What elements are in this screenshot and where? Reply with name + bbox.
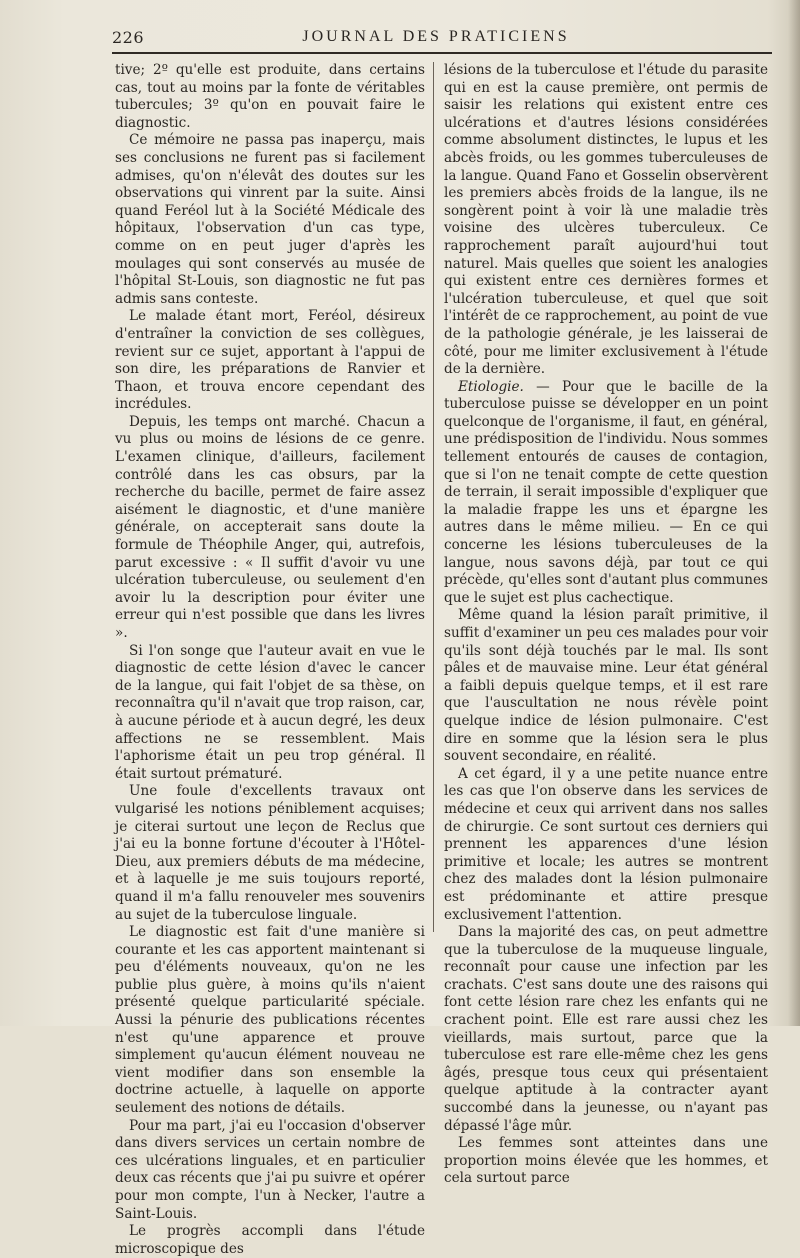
paragraph: Les femmes sont atteintes dans une proportion moins élevée que les hommes, et cela surtout parce bbox=[444, 1135, 768, 1187]
paragraph: Dans la majorité des cas, on peut admettre que la tuberculose de la muqueuse linguale, reconnaît pour cause une infection par les crachats. C'est sans doute une des raisons qui font cette lésion rare chez les enfants qui ne crachent point. Elle est rare aussi chez les vieillards, mais surtout, parce que la tuberculose est rare elle-même chez les gens âgés, presque tous ceux qui présentaient quelque aptitude à la contracter ayant succombé dans la jeunesse, ou n'ayant pas dépassé l'âge mûr. bbox=[444, 924, 768, 1134]
right-column bbox=[444, 62, 768, 1188]
paragraph-etiologie bbox=[444, 379, 768, 608]
section-label: Etiologie. bbox=[458, 378, 524, 395]
paragraph-text: — Pour que le bacille de la tuberculose puisse se développer en un point quelconque de l'organisme, il faut, en général, une prédisposition de l'individu. Nous sommes tellement entourés de causes de contagion, que si l'on ne tenait compte de cette question de terrain, il serait impossible d'expliquer que la maladie frappe les uns et épargne les autres dans le même milieu. — En ce qui concerne les lésions tuberculeuses de la langue, nous savons déjà, par tout ce qui précède, qu'elles sont d'autant plus communes que le sujet est plus cachectique. bbox=[444, 378, 768, 606]
paragraph: Une foule d'excellents travaux ont vulgarisé les notions péniblement acquises; je citerai surtout une leçon de Reclus que j'ai eu la bonne fortune d'écouter à l'Hôtel-Dieu, aux premiers débuts de ma médecine, et à laquelle je me suis toujours reporté, quand il m'a fallu renouveler mes souvenirs au sujet de la tuberculose linguale. bbox=[115, 783, 425, 923]
header-rule bbox=[112, 52, 772, 54]
paragraph: lésions de la tuberculose et l'étude du parasite qui en est la cause première, ont permis de saisir les relations qui existent entre ces ulcérations et d'autres lésions considérées comme absolument distinctes, le lupus et les abcès froids, ou les gommes tuberculeuses de la langue. Quand Fano et Gosselin observèrent les premiers abcès froids de la langue, ils ne songèrent point à voir là une maladie très voisine des ulcères tuberculeux. Ce rapprochement paraît aujourd'hui tout naturel. Mais quelles que soient les analogies qui existent entre ces dernières formes et l'ulcération tuberculeuse, et quel que soit l'intérêt de ce rapprochement, au point de vue de la pathologie générale, je les laisserai de côté, pour me limiter exclusivement à l'étude de la dernière. bbox=[444, 62, 768, 378]
column-divider bbox=[433, 62, 434, 932]
paragraph: Le diagnostic est fait d'une manière si courante et les cas apportent maintenant si peu d'éléments nouveaux, qu'on ne les publie plus guère, à moins qu'ils n'aient présenté quelque particularité spéciale. Aussi la pénurie des publications récentes n'est qu'une apparence et prouve simplement qu'aucun élément nouveau ne vient modifier dans son ensemble la doctrine actuelle, à laquelle on apporte seulement des notions de détails. bbox=[115, 924, 425, 1117]
paragraph: A cet égard, il y a une petite nuance entre les cas que l'on observe dans les services de médecine et ceux qui arrivent dans nos salles de chirurgie. Ce sont surtout ces derniers qui prennent les apparences d'une lésion primitive et locale; les autres se montrent chez des malades dont la lésion pulmonaire est prédominante et attire presque exclusivement l'attention. bbox=[444, 765, 768, 923]
paragraph: Pour ma part, j'ai eu l'occasion d'observer dans divers services un certain nombre de ces ulcérations linguales, et en particulier deux cas récents que j'ai pu suivre et opérer pour mon compte, l'un à Necker, l'autre a Saint-Louis. bbox=[115, 1117, 425, 1222]
page-edge-shadow bbox=[788, 0, 800, 1026]
paragraph: tive; 2º qu'elle est produite, dans certains cas, tout au moins par la fonte de véritables tubercules; 3º qu'on en pouvait faire le diagnostic. bbox=[115, 62, 425, 131]
paragraph: Même quand la lésion paraît primitive, il suffit d'examiner un peu ces malades pour voir qu'ils sont déjà touchés par le mal. Ils sont pâles et de mauvaise mine. Leur état général a faibli depuis quelque temps, et il est rare que l'auscultation ne nous révèle point quelque indice de lésion pulmonaire. C'est dire en somme que la lésion sera le plus souvent secondaire, en réalité. bbox=[444, 607, 768, 765]
paragraph: Si l'on songe que l'auteur avait en vue le diagnostic de cette lésion d'avec le cancer de la langue, qui fait l'objet de sa thèse, on reconnaîtra qu'il n'avait que trop raison, car, à aucune période et à aucun degré, les deux affections ne se ressemblent. Mais l'aphorisme était un peu trop général. Il était surtout prématuré. bbox=[115, 642, 425, 782]
page-header bbox=[112, 22, 760, 52]
paragraph: Le malade étant mort, Feréol, désireux d'entraîner la conviction de ses collègues, revient sur ce sujet, apportant à l'appui de son dire, les préparations de Ranvier et Thaon, et trouva encore cependant des incrédules. bbox=[115, 308, 425, 413]
paragraph: Depuis, les temps ont marché. Chacun a vu plus ou moins de lésions de ce genre. L'examen clinique, d'ailleurs, facilement contrôlé dans les cas obsurs, par la recherche du bacille, permet de faire assez aisément le diagnostic, et d'une manière générale, on accepterait sans doute la formule de Théophile Anger, qui, autrefois, parut excessive : « Il suffit d'avoir vu une ulcération tuberculeuse, ou seulement d'en avoir lu la description pour éviter une erreur qui n'est possible que dans les livres ». bbox=[115, 413, 425, 641]
running-title: JOURNAL DES PRATICIENS bbox=[302, 28, 570, 45]
page-number: 226 bbox=[112, 28, 145, 47]
paragraph: Le progrès accompli dans l'étude microscopique des bbox=[115, 1223, 425, 1257]
left-column bbox=[115, 62, 425, 1258]
paragraph: Ce mémoire ne passa pas inaperçu, mais ses conclusions ne furent pas si facilement admises, qu'on n'élevât des doutes sur les observations qui vinrent par la suite. Ainsi quand Feréol lut à la Société Médicale des hôpitaux, l'observation d'un cas type, comme on en peut juger d'après les moulages qui sont conservés au musée de l'hôpital St-Louis, son diagnostic ne fut pas admis sans conteste. bbox=[115, 132, 425, 307]
